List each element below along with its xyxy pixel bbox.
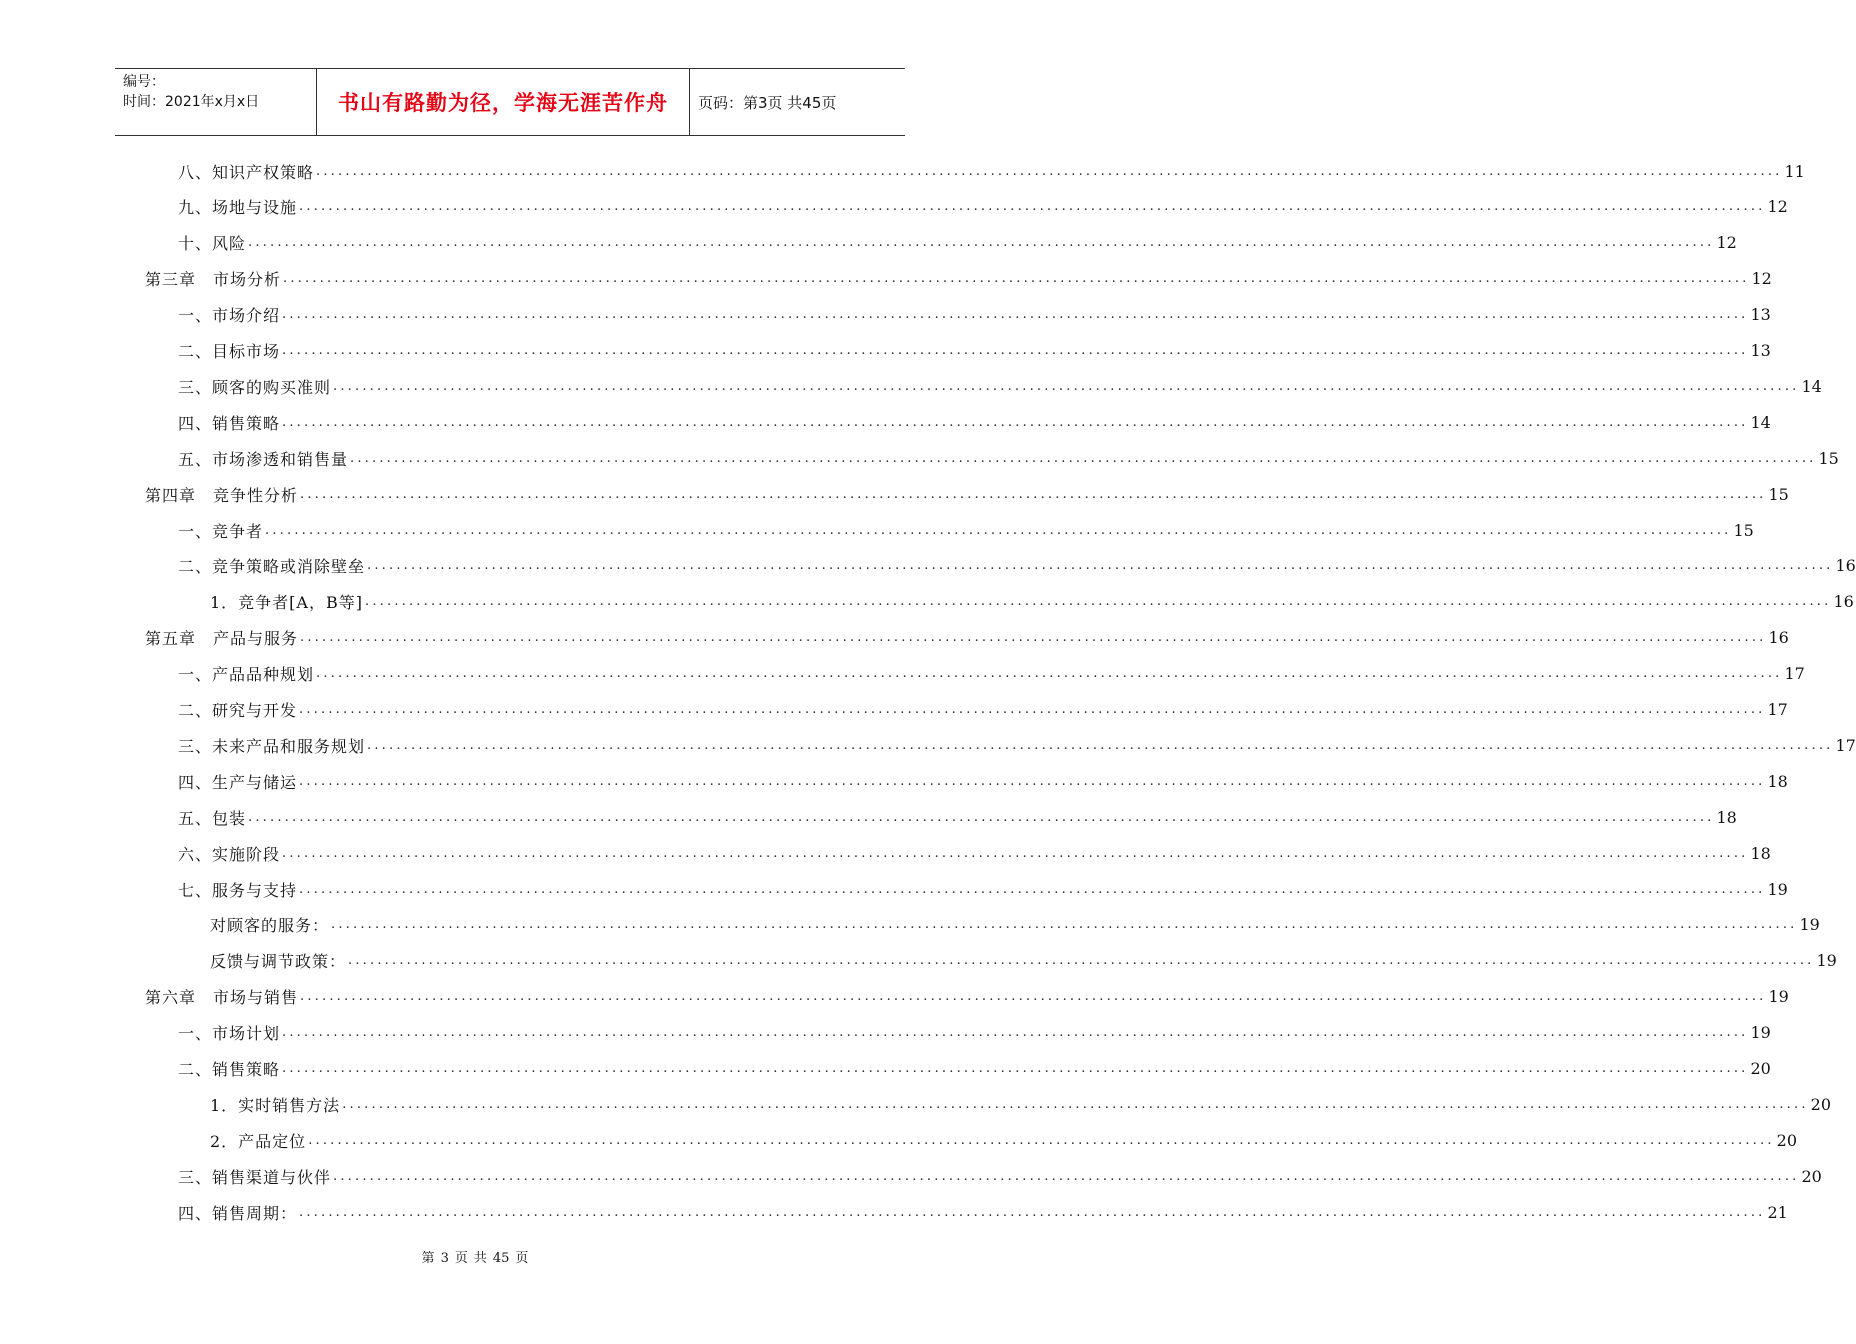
footer-total-pages: 45 — [492, 1251, 510, 1266]
toc-entry[interactable] — [178, 765, 1788, 797]
toc-entry[interactable] — [178, 191, 1788, 223]
toc-entry[interactable] — [210, 1124, 1798, 1156]
toc-entry[interactable] — [178, 1053, 1771, 1085]
toc-entry-title: 对顾客的服务： — [210, 916, 330, 936]
toc-leader-dots: ........................................................................................................................................................................................................ — [283, 271, 1750, 287]
toc-leader-dots: ........................................................................................................................................................................................................ — [282, 1061, 1749, 1076]
toc-leader-dots: ........................................................................................................................................................................................................ — [282, 343, 1749, 358]
toc-entry-title: 二、研究与开发 — [178, 701, 298, 720]
toc-entry-title: 一、竞争者 — [178, 521, 264, 541]
footer-current-page: 3 — [440, 1251, 449, 1266]
toc-leader-dots: ........................................................................................................................................................................................................ — [316, 163, 1783, 179]
toc-entry-title: 1．实时销售方法 — [210, 1095, 341, 1115]
toc-entry-page: 12 — [1751, 269, 1772, 289]
toc-entry-page: 18 — [1716, 807, 1737, 827]
footer-ye-end: 页 — [515, 1251, 529, 1266]
toc-entry-page: 13 — [1750, 305, 1771, 325]
toc-entry-title: 第五章 产品与服务 — [145, 629, 299, 649]
toc-entry[interactable] — [178, 729, 1856, 761]
toc-entry-title: 四、生产与储运 — [178, 772, 298, 792]
toc-entry-page: 17 — [1835, 735, 1856, 755]
toc-leader-dots: ........................................................................................................................................................................................................ — [348, 953, 1815, 969]
toc-entry-title: 第三章 市场分析 — [145, 270, 282, 290]
toc-entry[interactable] — [145, 981, 1789, 1013]
toc-leader-dots: ........................................................................................................................................................................................................ — [342, 1096, 1809, 1112]
footer-ye: 页 — [454, 1251, 468, 1266]
toc-entry[interactable] — [178, 514, 1754, 546]
toc-entry[interactable] — [178, 1017, 1771, 1049]
toc-entry-page: 15 — [1768, 484, 1789, 504]
toc-leader-dots: ........................................................................................................................................................................................................ — [333, 1168, 1800, 1184]
toc-leader-dots: ........................................................................................................................................................................................................ — [300, 989, 1767, 1005]
toc-entry[interactable] — [145, 622, 1789, 654]
toc-leader-dots: ........................................................................................................................................................................................................ — [299, 881, 1766, 897]
toc-leader-dots: ........................................................................................................................................................................................................ — [299, 1204, 1766, 1220]
toc-entry-page: 18 — [1767, 771, 1788, 791]
toc-leader-dots: ........................................................................................................................................................................................................ — [282, 1025, 1749, 1041]
footer-di: 第 — [421, 1251, 435, 1266]
toc-leader-dots: ........................................................................................................................................................................................................ — [316, 666, 1783, 682]
header-motto-cell — [316, 69, 690, 135]
toc-entry-page: 21 — [1767, 1202, 1788, 1222]
toc-leader-dots: ........................................................................................................................................................................................................ — [350, 450, 1817, 466]
toc-entry[interactable] — [178, 658, 1805, 690]
toc-entry[interactable] — [178, 1196, 1788, 1228]
toc-entry-title: 九、场地与设施 — [178, 198, 298, 218]
toc-entry-title: 反馈与调节政策： — [210, 952, 347, 972]
toc-entry-title: 三、未来产品和服务规划 — [178, 736, 366, 756]
toc-entry-page: 14 — [1801, 376, 1822, 396]
header-date: 时间：2021年x月x日 — [123, 94, 260, 110]
toc-leader-dots: ........................................................................................................................................................................................................ — [248, 235, 1715, 251]
toc-entry-title: 第六章 市场与销售 — [145, 988, 299, 1008]
toc-leader-dots: ........................................................................................................................................................................................................ — [282, 307, 1749, 323]
toc-entry-page: 18 — [1750, 843, 1771, 863]
toc-entry[interactable] — [145, 478, 1789, 510]
toc-entry[interactable] — [178, 694, 1788, 726]
toc-entry-page: 19 — [1750, 1023, 1771, 1043]
toc-entry-title: 一、产品品种规划 — [178, 665, 315, 685]
toc-entry[interactable] — [210, 909, 1820, 941]
toc-entry-title: 2．产品定位 — [210, 1131, 307, 1151]
toc-entry-page: 17 — [1767, 700, 1788, 719]
toc-leader-dots: ........................................................................................................................................................................................................ — [367, 737, 1834, 753]
toc-entry[interactable] — [178, 837, 1771, 869]
toc-entry-title: 七、服务与支持 — [178, 880, 298, 900]
toc-entry-title: 二、销售策略 — [178, 1060, 281, 1079]
toc-entry-page: 19 — [1799, 915, 1820, 935]
toc-leader-dots: ........................................................................................................................................................................................................ — [265, 522, 1732, 538]
toc-entry-page: 11 — [1784, 161, 1805, 181]
header-page-info — [690, 69, 905, 135]
toc-entry-title: 三、顾客的购买准则 — [178, 377, 332, 397]
page-footer — [0, 1247, 950, 1266]
toc-entry-page: 15 — [1733, 520, 1754, 540]
toc-leader-dots: ........................................................................................................................................................................................................ — [367, 558, 1834, 574]
toc-entry-page: 16 — [1768, 628, 1789, 648]
toc-leader-dots: ........................................................................................................................................................................................................ — [333, 378, 1800, 394]
toc-entry[interactable] — [178, 1160, 1822, 1192]
footer-gong: 共 — [473, 1251, 487, 1266]
header-number-label: 编号： — [123, 74, 165, 90]
toc-entry[interactable] — [178, 550, 1856, 582]
toc-entry-page: 20 — [1801, 1166, 1822, 1186]
toc-leader-dots: ........................................................................................................................................................................................................ — [364, 594, 1832, 610]
toc-leader-dots: ........................................................................................................................................................................................................ — [300, 630, 1767, 646]
toc-entry-title: 一、市场介绍 — [178, 306, 281, 326]
toc-entry-page: 17 — [1784, 664, 1805, 684]
toc-entry-page: 15 — [1818, 448, 1839, 468]
toc-entry-title: 二、竞争策略或消除壁垒 — [178, 557, 366, 577]
toc-entry-page: 19 — [1768, 987, 1789, 1007]
toc-leader-dots: ........................................................................................................................................................................................................ — [299, 773, 1766, 789]
toc-entry-title: 1．竞争者[A，B等] — [210, 593, 363, 613]
toc-leader-dots: ........................................................................................................................................................................................................ — [308, 1132, 1775, 1148]
toc-leader-dots: ........................................................................................................................................................................................................ — [299, 199, 1766, 215]
toc-entry[interactable] — [210, 945, 1837, 977]
toc-entry[interactable] — [178, 442, 1839, 474]
toc-entry[interactable] — [178, 801, 1737, 833]
toc-entry-page: 20 — [1776, 1130, 1798, 1150]
toc-entry-title: 五、包装 — [178, 808, 247, 828]
toc-entry[interactable] — [210, 1088, 1832, 1120]
toc-entry[interactable] — [178, 406, 1771, 438]
toc-entry-page: 13 — [1750, 341, 1771, 360]
toc-entry[interactable] — [178, 299, 1771, 331]
toc-entry[interactable] — [178, 873, 1788, 905]
toc-entry-title: 四、销售周期： — [178, 1203, 298, 1223]
toc-leader-dots: ........................................................................................................................................................................................................ — [282, 414, 1749, 430]
toc-entry-title: 一、市场计划 — [178, 1024, 281, 1044]
toc-entry-title: 四、销售策略 — [178, 413, 281, 433]
toc-entry-title: 三、销售渠道与伙伴 — [178, 1167, 332, 1187]
toc-entry-page: 19 — [1816, 951, 1837, 971]
header-page-number: 页码：第3页 共45页 — [698, 93, 837, 112]
toc-entry-title: 五、市场渗透和销售量 — [178, 449, 349, 469]
toc-entry-page: 16 — [1835, 556, 1856, 576]
header-motto: 书山有路勤为径，学海无涯苦作舟 — [338, 91, 668, 115]
page-header — [115, 68, 905, 136]
toc-entry-title: 二、目标市场 — [178, 342, 281, 361]
toc-entry-page: 12 — [1767, 197, 1788, 217]
toc-entry-page: 14 — [1750, 412, 1771, 432]
toc-entry-page: 12 — [1716, 233, 1737, 253]
toc-leader-dots: ........................................................................................................................................................................................................ — [248, 809, 1715, 825]
toc-leader-dots: ........................................................................................................................................................................................................ — [282, 845, 1749, 861]
toc-entry-page: 20 — [1750, 1059, 1771, 1078]
toc-entry-title: 八、知识产权策略 — [178, 162, 315, 182]
toc-entry[interactable] — [145, 263, 1772, 295]
toc-entry[interactable] — [178, 155, 1805, 187]
toc-entry-title: 第四章 竞争性分析 — [145, 485, 299, 505]
toc-leader-dots: ........................................................................................................................................................................................................ — [331, 917, 1798, 933]
toc-entry[interactable] — [178, 227, 1737, 259]
toc-entry[interactable] — [210, 586, 1854, 618]
toc-leader-dots: ........................................................................................................................................................................................................ — [299, 702, 1766, 717]
header-meta — [115, 69, 316, 135]
toc-entry-page: 20 — [1810, 1094, 1832, 1114]
toc-entry-title: 六、实施阶段 — [178, 844, 281, 864]
toc-leader-dots: ........................................................................................................................................................................................................ — [300, 486, 1767, 502]
toc-entry-title: 十、风险 — [178, 234, 247, 254]
toc-entry-page: 16 — [1833, 592, 1854, 612]
toc-entry[interactable] — [178, 335, 1771, 367]
toc-entry[interactable] — [178, 370, 1822, 402]
toc-entry-page: 19 — [1767, 879, 1788, 899]
